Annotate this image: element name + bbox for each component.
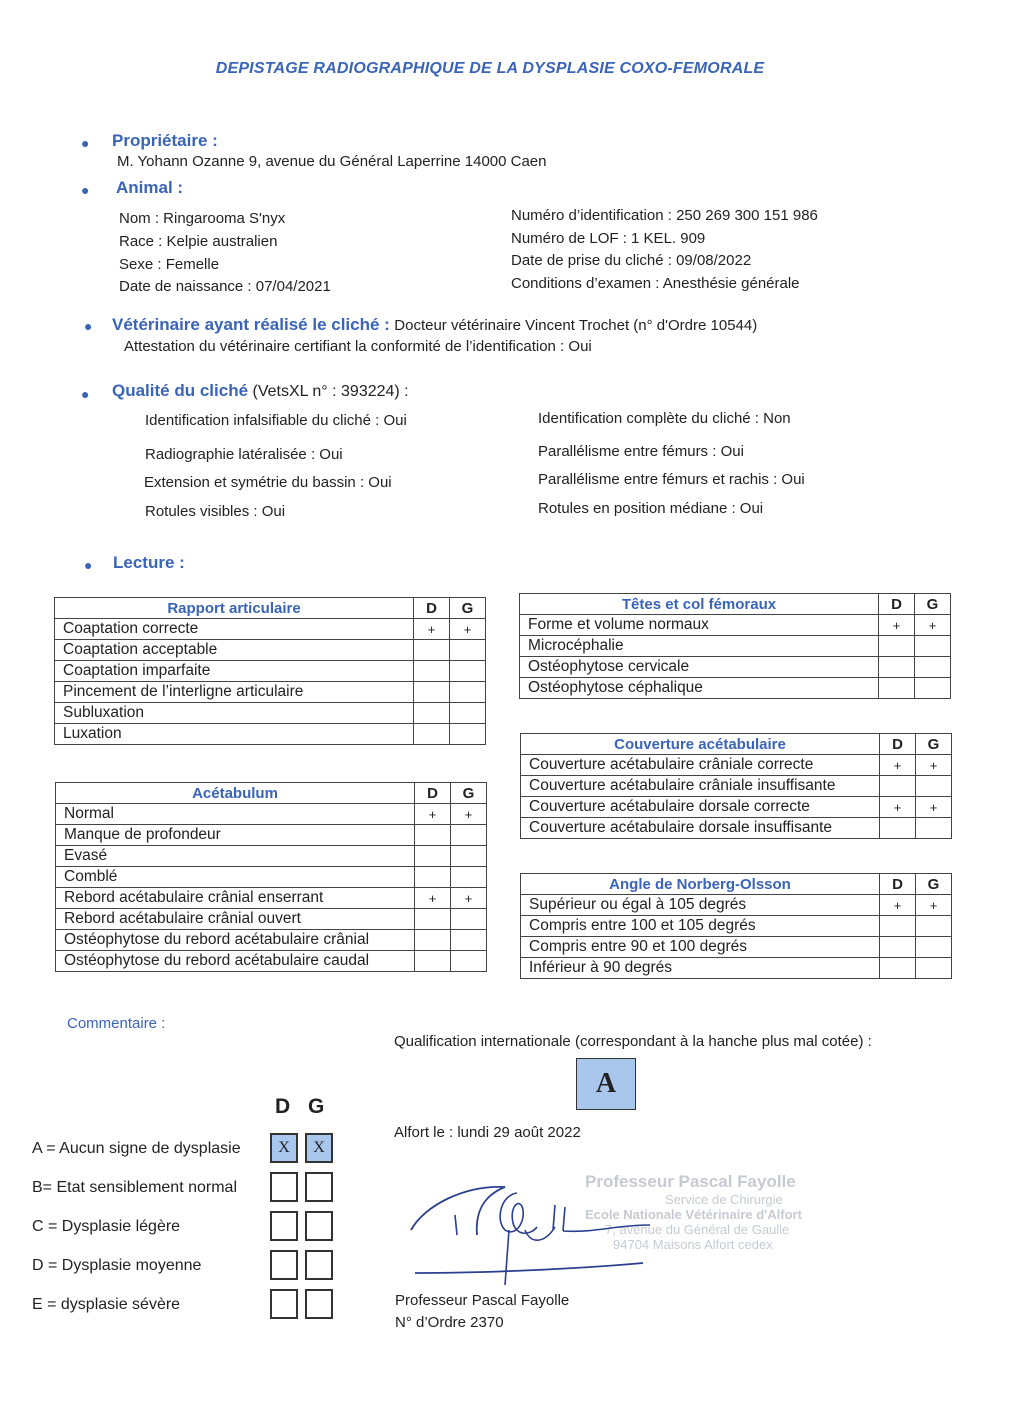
table-row [521, 895, 952, 916]
signatory-order: N° d’Ordre 2370 [395, 1314, 504, 1331]
cell-d [879, 678, 915, 699]
cell-g [916, 958, 952, 979]
col-d-header: D [414, 598, 450, 619]
qualification-label: Qualification internationale (correspondant à la hanche plus mal cotée) : [394, 1033, 872, 1050]
cell-g [451, 930, 487, 951]
cell-g [450, 640, 486, 661]
cell-d [415, 930, 451, 951]
cell-g [916, 916, 952, 937]
owner-line: M. Yohann Ozanne 9, avenue du Général Laperrine 14000 Caen [117, 153, 547, 170]
place-date: Alfort le : lundi 29 août 2022 [394, 1124, 581, 1141]
quality-ref: (VetsXL n° : 393224) : [252, 383, 409, 400]
cell-d [414, 724, 450, 745]
col-g-header: G [450, 598, 486, 619]
cell-g [916, 776, 952, 797]
qualification-grade: A [576, 1058, 636, 1110]
table-title: Angle de Norberg-Olsson [521, 874, 880, 895]
grade-a-d-checkbox[interactable]: X [270, 1133, 298, 1163]
cell-d [879, 636, 915, 657]
table-row [56, 867, 487, 888]
row-label: Coaptation correcte [55, 619, 414, 640]
row-label: Couverture acétabulaire crâniale insuffisante [521, 776, 880, 797]
quality-left-item: Rotules visibles : Oui [145, 503, 286, 520]
cell-d [879, 657, 915, 678]
grade-c-g-checkbox[interactable] [305, 1211, 333, 1241]
cell-d [415, 951, 451, 972]
cell-g [450, 703, 486, 724]
table-title: Couverture acétabulaire [521, 734, 880, 755]
cell-g [451, 825, 487, 846]
cell-g: + [915, 615, 951, 636]
animal-lof: Numéro de LOF : 1 KEL. 909 [511, 230, 706, 247]
row-label: Compris entre 100 et 105 degrés [521, 916, 880, 937]
grade-label: E = dysplasie sévère [32, 1296, 181, 1313]
table-rapport-articulaire [54, 597, 486, 745]
cell-g [916, 818, 952, 839]
bullet-icon: ● [81, 386, 90, 402]
cell-d [415, 909, 451, 930]
cell-d: + [414, 619, 450, 640]
reading-heading: Lecture : [113, 553, 185, 572]
table-row [520, 657, 951, 678]
row-label: Ostéophytose céphalique [520, 678, 879, 699]
quality-right-item: Parallélisme entre fémurs et rachis : Oui [538, 471, 805, 488]
row-label: Luxation [55, 724, 414, 745]
quality-right-item: Identification complète du cliché : Non [538, 410, 791, 427]
quality-heading: Qualité du cliché [112, 381, 249, 400]
cell-d: + [415, 804, 451, 825]
row-label: Rebord acétabulaire crânial enserrant [56, 888, 415, 909]
row-label: Coaptation imparfaite [55, 661, 414, 682]
table-row [55, 661, 486, 682]
signature [405, 1175, 665, 1290]
quality-left-item: Identification infalsifiable du cliché : Oui [145, 412, 407, 429]
grade-b-d-checkbox[interactable] [270, 1172, 298, 1202]
grade-label: D = Dysplasie moyenne [32, 1257, 202, 1274]
cell-d [880, 916, 916, 937]
row-label: Couverture acétabulaire crâniale correcte [521, 755, 880, 776]
quality-line [112, 381, 409, 401]
cell-g: + [916, 755, 952, 776]
grading-col-d: D [275, 1095, 291, 1118]
bullet-icon: ● [84, 318, 93, 334]
cell-g [915, 636, 951, 657]
col-d-header: D [880, 874, 916, 895]
grade-e-g-checkbox[interactable] [305, 1289, 333, 1319]
col-d-header: D [880, 734, 916, 755]
table-row [521, 755, 952, 776]
table-row [56, 804, 487, 825]
table-row [520, 636, 951, 657]
cell-d [415, 846, 451, 867]
page-title: DEPISTAGE RADIOGRAPHIQUE DE LA DYSPLASIE COXO-FEMORALE [215, 60, 765, 77]
table-couverture-acetabulaire [520, 733, 952, 839]
cell-d [880, 818, 916, 839]
cell-g [915, 678, 951, 699]
cell-d: + [415, 888, 451, 909]
table-row [520, 615, 951, 636]
cell-d [414, 682, 450, 703]
cell-g [450, 661, 486, 682]
col-g-header: G [916, 734, 952, 755]
table-title: Têtes et col fémoraux [520, 594, 879, 615]
grade-label: C = Dysplasie légère [32, 1218, 181, 1235]
grade-d-g-checkbox[interactable] [305, 1250, 333, 1280]
row-label: Comblé [56, 867, 415, 888]
table-row [55, 724, 486, 745]
vet-line [112, 315, 757, 335]
col-g-header: G [916, 874, 952, 895]
table-row [55, 619, 486, 640]
row-label: Ostéophytose du rebord acétabulaire caudal [56, 951, 415, 972]
cell-g [916, 937, 952, 958]
row-label: Ostéophytose cervicale [520, 657, 879, 678]
bullet-icon: ● [81, 135, 90, 151]
vet-heading: Vétérinaire ayant réalisé le cliché : [112, 315, 390, 334]
col-d-header: D [879, 594, 915, 615]
cell-d [414, 703, 450, 724]
quality-left-item: Extension et symétrie du bassin : Oui [144, 474, 392, 491]
cell-g [451, 909, 487, 930]
table-row [521, 937, 952, 958]
row-label: Compris entre 90 et 100 degrés [521, 937, 880, 958]
cell-g: + [450, 619, 486, 640]
animal-sex: Sexe : Femelle [119, 256, 220, 273]
table-acetabulum [55, 782, 487, 972]
cell-d [880, 937, 916, 958]
vet-name: Docteur vétérinaire Vincent Trochet (n° d'Ordre 10544) [394, 317, 758, 334]
row-label: Coaptation acceptable [55, 640, 414, 661]
table-angle-norberg [520, 873, 952, 979]
table-row [55, 703, 486, 724]
animal-id-number: Numéro d’identification : 250 269 300 151 986 [511, 207, 818, 224]
cell-g [451, 951, 487, 972]
row-label: Couverture acétabulaire dorsale correcte [521, 797, 880, 818]
cell-d: + [880, 895, 916, 916]
animal-name: Nom : Ringarooma S'nyx [119, 210, 286, 227]
col-d-header: D [415, 783, 451, 804]
table-tetes-col-femoraux [519, 593, 951, 699]
cell-g [915, 657, 951, 678]
cell-d: + [880, 755, 916, 776]
table-row [56, 888, 487, 909]
cell-g: + [451, 888, 487, 909]
grade-d-d-checkbox[interactable] [270, 1250, 298, 1280]
table-row [521, 776, 952, 797]
cell-d [415, 867, 451, 888]
col-g-header: G [451, 783, 487, 804]
bullet-icon: ● [81, 182, 90, 198]
grade-label: A = Aucun signe de dysplasie [32, 1140, 241, 1157]
comment-label: Commentaire : [67, 1015, 166, 1032]
animal-breed: Race : Kelpie australien [119, 233, 278, 250]
cell-d [414, 661, 450, 682]
cell-g: + [916, 895, 952, 916]
table-row [521, 958, 952, 979]
table-row [56, 951, 487, 972]
grade-a-g-checkbox[interactable]: X [305, 1133, 333, 1163]
grade-c-d-checkbox[interactable] [270, 1211, 298, 1241]
cell-g [451, 846, 487, 867]
cell-g [450, 682, 486, 703]
table-row [521, 916, 952, 937]
quality-left-item: Radiographie latéralisée : Oui [145, 446, 343, 463]
bullet-icon: ● [84, 557, 93, 573]
quality-right-item: Rotules en position médiane : Oui [538, 500, 764, 517]
row-label: Manque de profondeur [56, 825, 415, 846]
cell-g: + [916, 797, 952, 818]
row-label: Evasé [56, 846, 415, 867]
signatory-name: Professeur Pascal Fayolle [395, 1292, 570, 1309]
quality-right-item: Parallélisme entre fémurs : Oui [538, 443, 744, 460]
cell-g [451, 867, 487, 888]
grade-label: B= Etat sensiblement normal [32, 1179, 237, 1196]
table-row [56, 846, 487, 867]
vet-attestation: Attestation du vétérinaire certifiant la conformité de l’identification : Oui [124, 338, 592, 355]
row-label: Couverture acétabulaire dorsale insuffisante [521, 818, 880, 839]
stamp: Professeur Pascal Fayolle Service de Chirurgie Ecole Nationale Vétérinaire d'Alfort 7, avenue du Général de Gaulle 94704 Maisons Alfort cedex [585, 1172, 802, 1252]
row-label: Supérieur ou égal à 105 degrés [521, 895, 880, 916]
animal-heading: Animal : [116, 178, 184, 197]
cell-g [450, 724, 486, 745]
row-label: Microcéphalie [520, 636, 879, 657]
table-row [56, 930, 487, 951]
cell-d [415, 825, 451, 846]
row-label: Pincement de l’interligne articulaire [55, 682, 414, 703]
table-row [55, 682, 486, 703]
animal-conditions: Conditions d’examen : Anesthésie générale [511, 275, 800, 292]
table-title: Rapport articulaire [55, 598, 414, 619]
table-title: Acétabulum [56, 783, 415, 804]
cell-d: + [880, 797, 916, 818]
table-row [56, 825, 487, 846]
row-label: Normal [56, 804, 415, 825]
grading-col-g: G [308, 1095, 325, 1118]
table-row [520, 678, 951, 699]
grade-e-d-checkbox[interactable] [270, 1289, 298, 1319]
row-label: Forme et volume normaux [520, 615, 879, 636]
cell-d [880, 776, 916, 797]
row-label: Ostéophytose du rebord acétabulaire crânial [56, 930, 415, 951]
cell-d [414, 640, 450, 661]
table-row [521, 797, 952, 818]
grade-b-g-checkbox[interactable] [305, 1172, 333, 1202]
cell-d [880, 958, 916, 979]
cell-g: + [451, 804, 487, 825]
row-label: Subluxation [55, 703, 414, 724]
cell-d: + [879, 615, 915, 636]
row-label: Inférieur à 90 degrés [521, 958, 880, 979]
table-row [521, 818, 952, 839]
owner-heading: Propriétaire : [112, 131, 218, 150]
row-label: Rebord acétabulaire crânial ouvert [56, 909, 415, 930]
animal-birth: Date de naissance : 07/04/2021 [119, 278, 331, 295]
col-g-header: G [915, 594, 951, 615]
animal-shot-date: Date de prise du cliché : 09/08/2022 [511, 252, 752, 269]
table-row [55, 640, 486, 661]
table-row [56, 909, 487, 930]
